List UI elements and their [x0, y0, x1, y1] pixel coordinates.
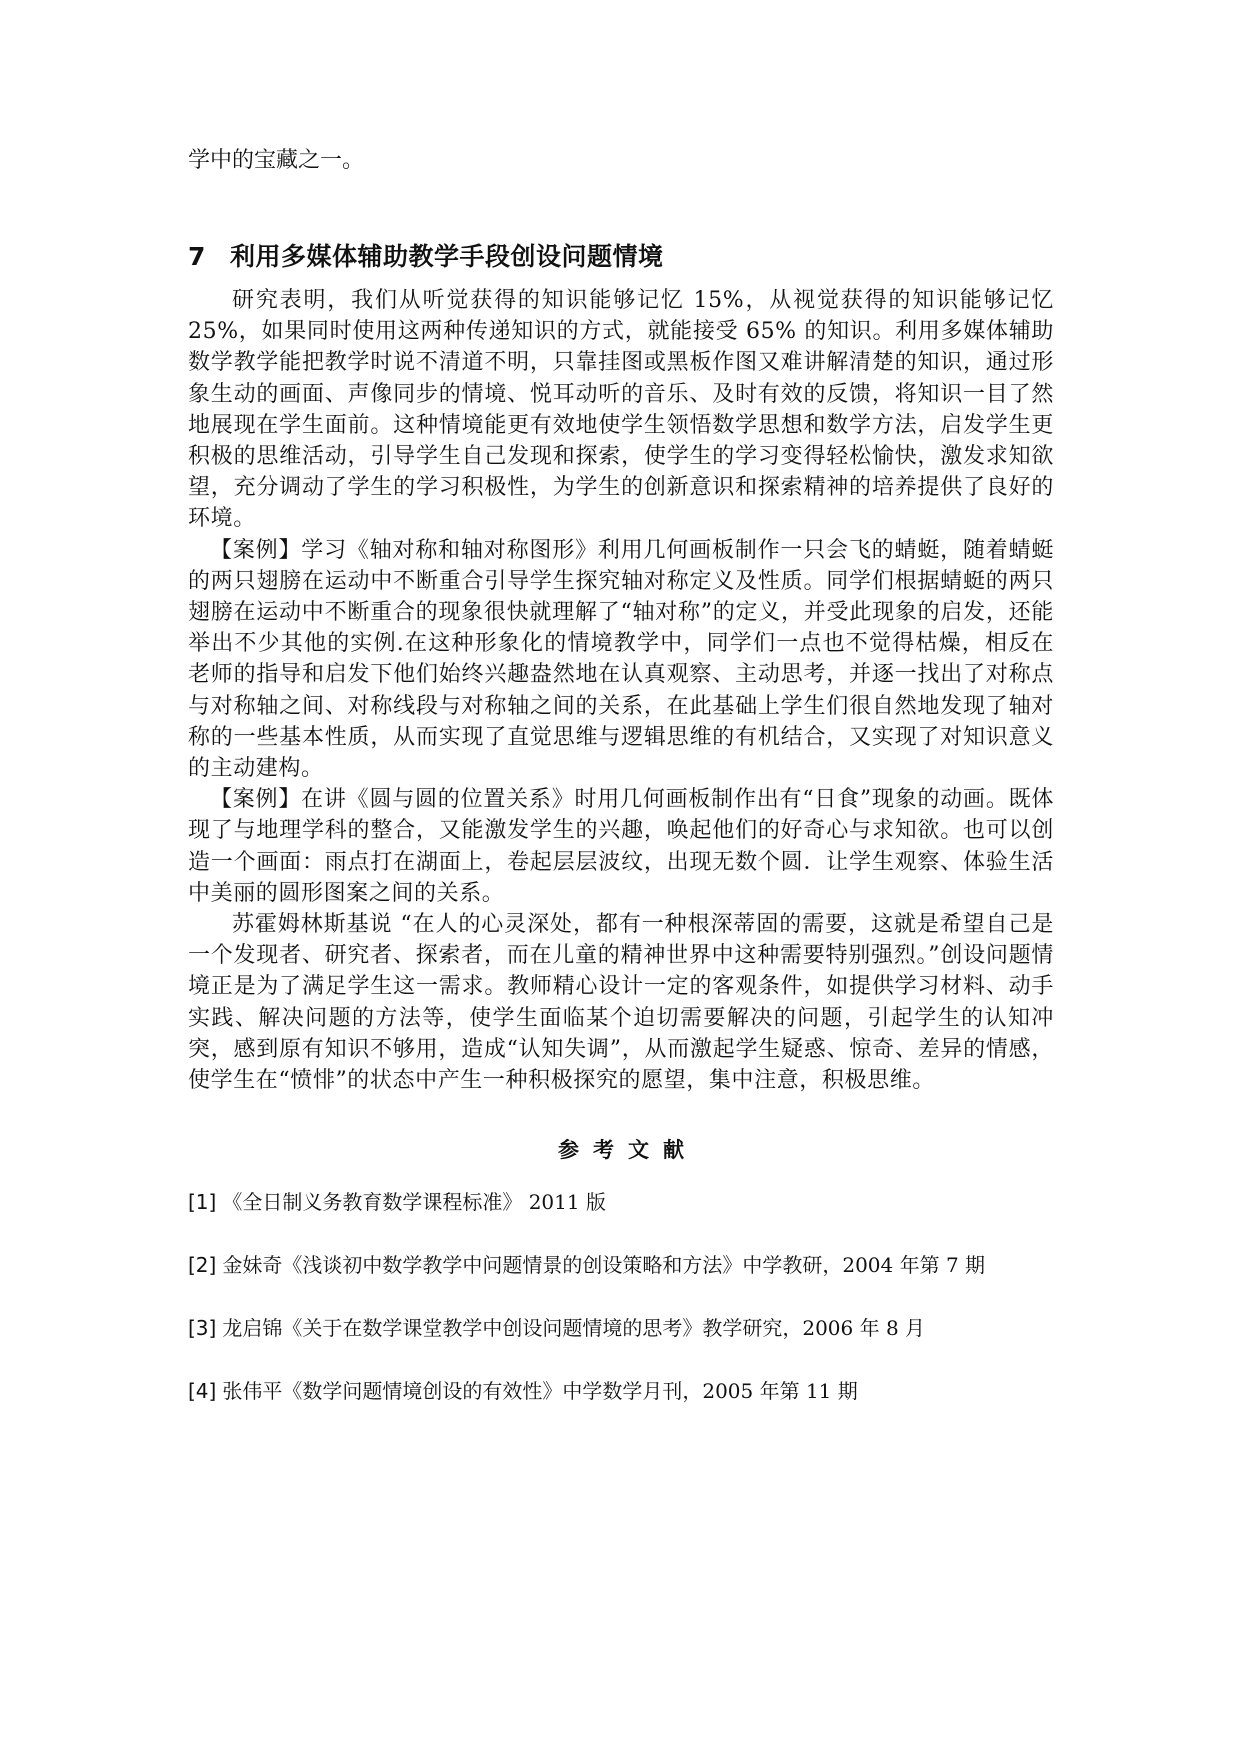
case-paragraph: 【案例】在讲《圆与圆的位置关系》时用几何画板制作出有“日食”现象的动画。既体现了与地理学科的整合，又能激发学生的兴趣，唤起他们的好奇心与求知欲。也可以创造一个画面：雨点打在湖面上，卷起层层波纹，出现无数个圆．让学生观察、体验生活中美丽的圆形图案之间的关系。: [188, 787, 1054, 906]
section-title: 利用多媒体辅助教学手段创设问题情境: [230, 242, 664, 271]
reference-text: 张伟平《数学问题情境创设的有效性》中学数学月刊，2005 年第 11 期: [222, 1379, 858, 1404]
body-paragraph: 研究表明，我们从听觉获得的知识能够记忆 15%，从视觉获得的知识能够记忆 25%，如果同时使用这两种传递知识的方式，就能接受 65% 的知识。利用多媒体辅助数学教学能把教学时说不清道不明，只靠挂图或黑板作图又难讲解清楚的知识，通过形象生动的画面、声像同步的情境、悦耳动听的音乐、及时有效的反馈，将知识一目了然地展现在学生面前。这种情境能更有效地使学生领悟数学思想和数学方法，启发学生更积极的思维活动，引导学生自己发现和探索，使学生的学习变得轻松愉快，激发求知欲望，充分调动了学生的学习积极性，为学生的创新意识和探索精神的培养提供了良好的环境。: [188, 288, 1054, 532]
reference-item: [188, 1314, 1054, 1342]
case-paragraph: 【案例】学习《轴对称和轴对称图形》利用几何画板制作一只会飞的蜻蜓，随着蜻蜓的两只翅膀在运动中不断重合引导学生探究轴对称定义及性质。同学们根据蜻蜓的两只翅膀在运动中不断重合的现象很快就理解了“轴对称”的定义，并受此现象的启发，还能举出不少其他的实例.在这种形象化的情境教学中，同学们一点也不觉得枯燥，相反在老师的指导和启发下他们始终兴趣盎然地在认真观察、主动思考，并逐一找出了对称点与对称轴之间、对称线段与对称轴之间的关系，在此基础上学生们很自然地发现了轴对称的一些基本性质，从而实现了直觉思维与逻辑思维的有机结合，又实现了对知识意义的主动建构。: [188, 537, 1054, 782]
section-number: 7: [188, 242, 206, 271]
reference-item: [188, 1377, 1054, 1405]
page-content: [188, 146, 1054, 1440]
reference-number: [1]: [188, 1190, 217, 1215]
reference-text: 《全日制义务教育数学课程标准》 2011 版: [222, 1190, 606, 1215]
reference-number: [2]: [188, 1253, 217, 1278]
reference-text: 龙启锦《关于在数学课堂教学中创设问题情境的思考》教学研究，2006 年 8 月: [222, 1316, 926, 1341]
reference-item: [188, 1251, 1054, 1279]
reference-text: 金妹奇《浅谈初中数学教学中问题情景的创设策略和方法》中学教研，2004 年第 7 期: [222, 1253, 986, 1278]
reference-number: [4]: [188, 1379, 217, 1404]
reference-number: [3]: [188, 1316, 217, 1341]
references-heading: 参考文献: [558, 1138, 698, 1163]
body-paragraph: 苏霍姆林斯基说 “在人的心灵深处，都有一种根深蒂固的需要，这就是希望自己是一个发现者、研究者、探索者，而在儿童的精神世界中这种需要特别强烈。”创设问题情境正是为了满足学生这一需求。教师精心设计一定的客观条件，如提供学习材料、动手实践、解决问题的方法等，使学生面临某个迫切需要解决的问题，引起学生的认知冲突，感到原有知识不够用，造成“认知失调”，从而激起学生疑惑、惊奇、差异的情感，使学生在“愤悱”的状态中产生一种积极探究的愿望，集中注意，积极思维。: [188, 912, 1054, 1094]
section-heading: [188, 239, 1054, 275]
continuation-text: 学中的宝藏之一。: [188, 148, 365, 173]
reference-item: [188, 1188, 1054, 1216]
